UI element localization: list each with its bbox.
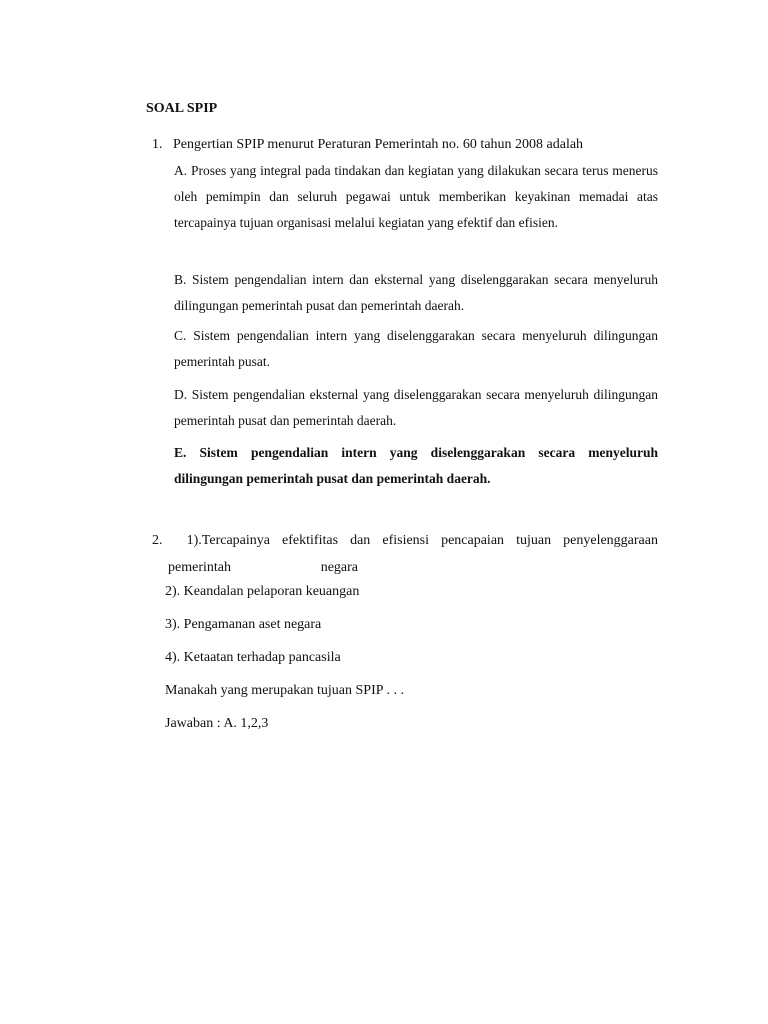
question-1-stem [152,137,583,153]
page-title: SOAL SPIP [146,101,218,116]
question-2-item-2: 2). Keandalan pelaporan keuangan [165,584,360,599]
question-2-item-1-text: 1).Tercapainya efektifitas dan efisiensi pencapaian tujuan penyelenggaraan [186,533,658,548]
question-1-text: Pengertian SPIP menurut Peraturan Pemerintah no. 60 tahun 2008 adalah [173,137,584,152]
question-2-item-4: 4). Ketaatan terhadap pancasila [165,650,341,665]
question-2-item-1 [152,533,658,549]
question-2-item-1-continuation [168,560,358,576]
question-1-option-d: D. Sistem pengendalian eksternal yang diselenggarakan secara menyeluruh dilingungan pemerintah pusat dan pemerintah daerah. [174,387,658,428]
question-2-item-1-word-1: pemerintah [168,560,231,575]
question-1-option-a: A. Proses yang integral pada tindakan dan kegiatan yang dilakukan secara terus menerus oleh pemimpin dan seluruh pegawai untuk memberikan keyakinan memadai atas tercapainya tujuan organisasi melalui kegiatan yang efektif dan efisien. [174,163,658,230]
question-2-item-3: 3). Pengamanan aset negara [165,617,322,632]
question-1-option-c: C. Sistem pengendalian intern yang diselenggarakan secara menyeluruh dilingungan pemerintah pusat. [174,328,658,369]
question-2-item-1-word-2: negara [320,560,358,575]
question-1-option-e-answer: E. Sistem pengendalian intern yang diselenggarakan secara menyeluruh dilingungan pemerintah pusat dan pemerintah daerah. [174,445,658,486]
question-1-option-b: B. Sistem pengendalian intern dan eksternal yang diselenggarakan secara menyeluruh dilingungan pemerintah pusat dan pemerintah daerah. [174,272,658,313]
question-1-number: 1. [152,137,163,152]
question-2-number: 2. [152,533,163,548]
question-2-prompt: Manakah yang merupakan tujuan SPIP . . . [165,683,404,698]
question-2-answer: Jawaban : A. 1,2,3 [165,716,269,731]
